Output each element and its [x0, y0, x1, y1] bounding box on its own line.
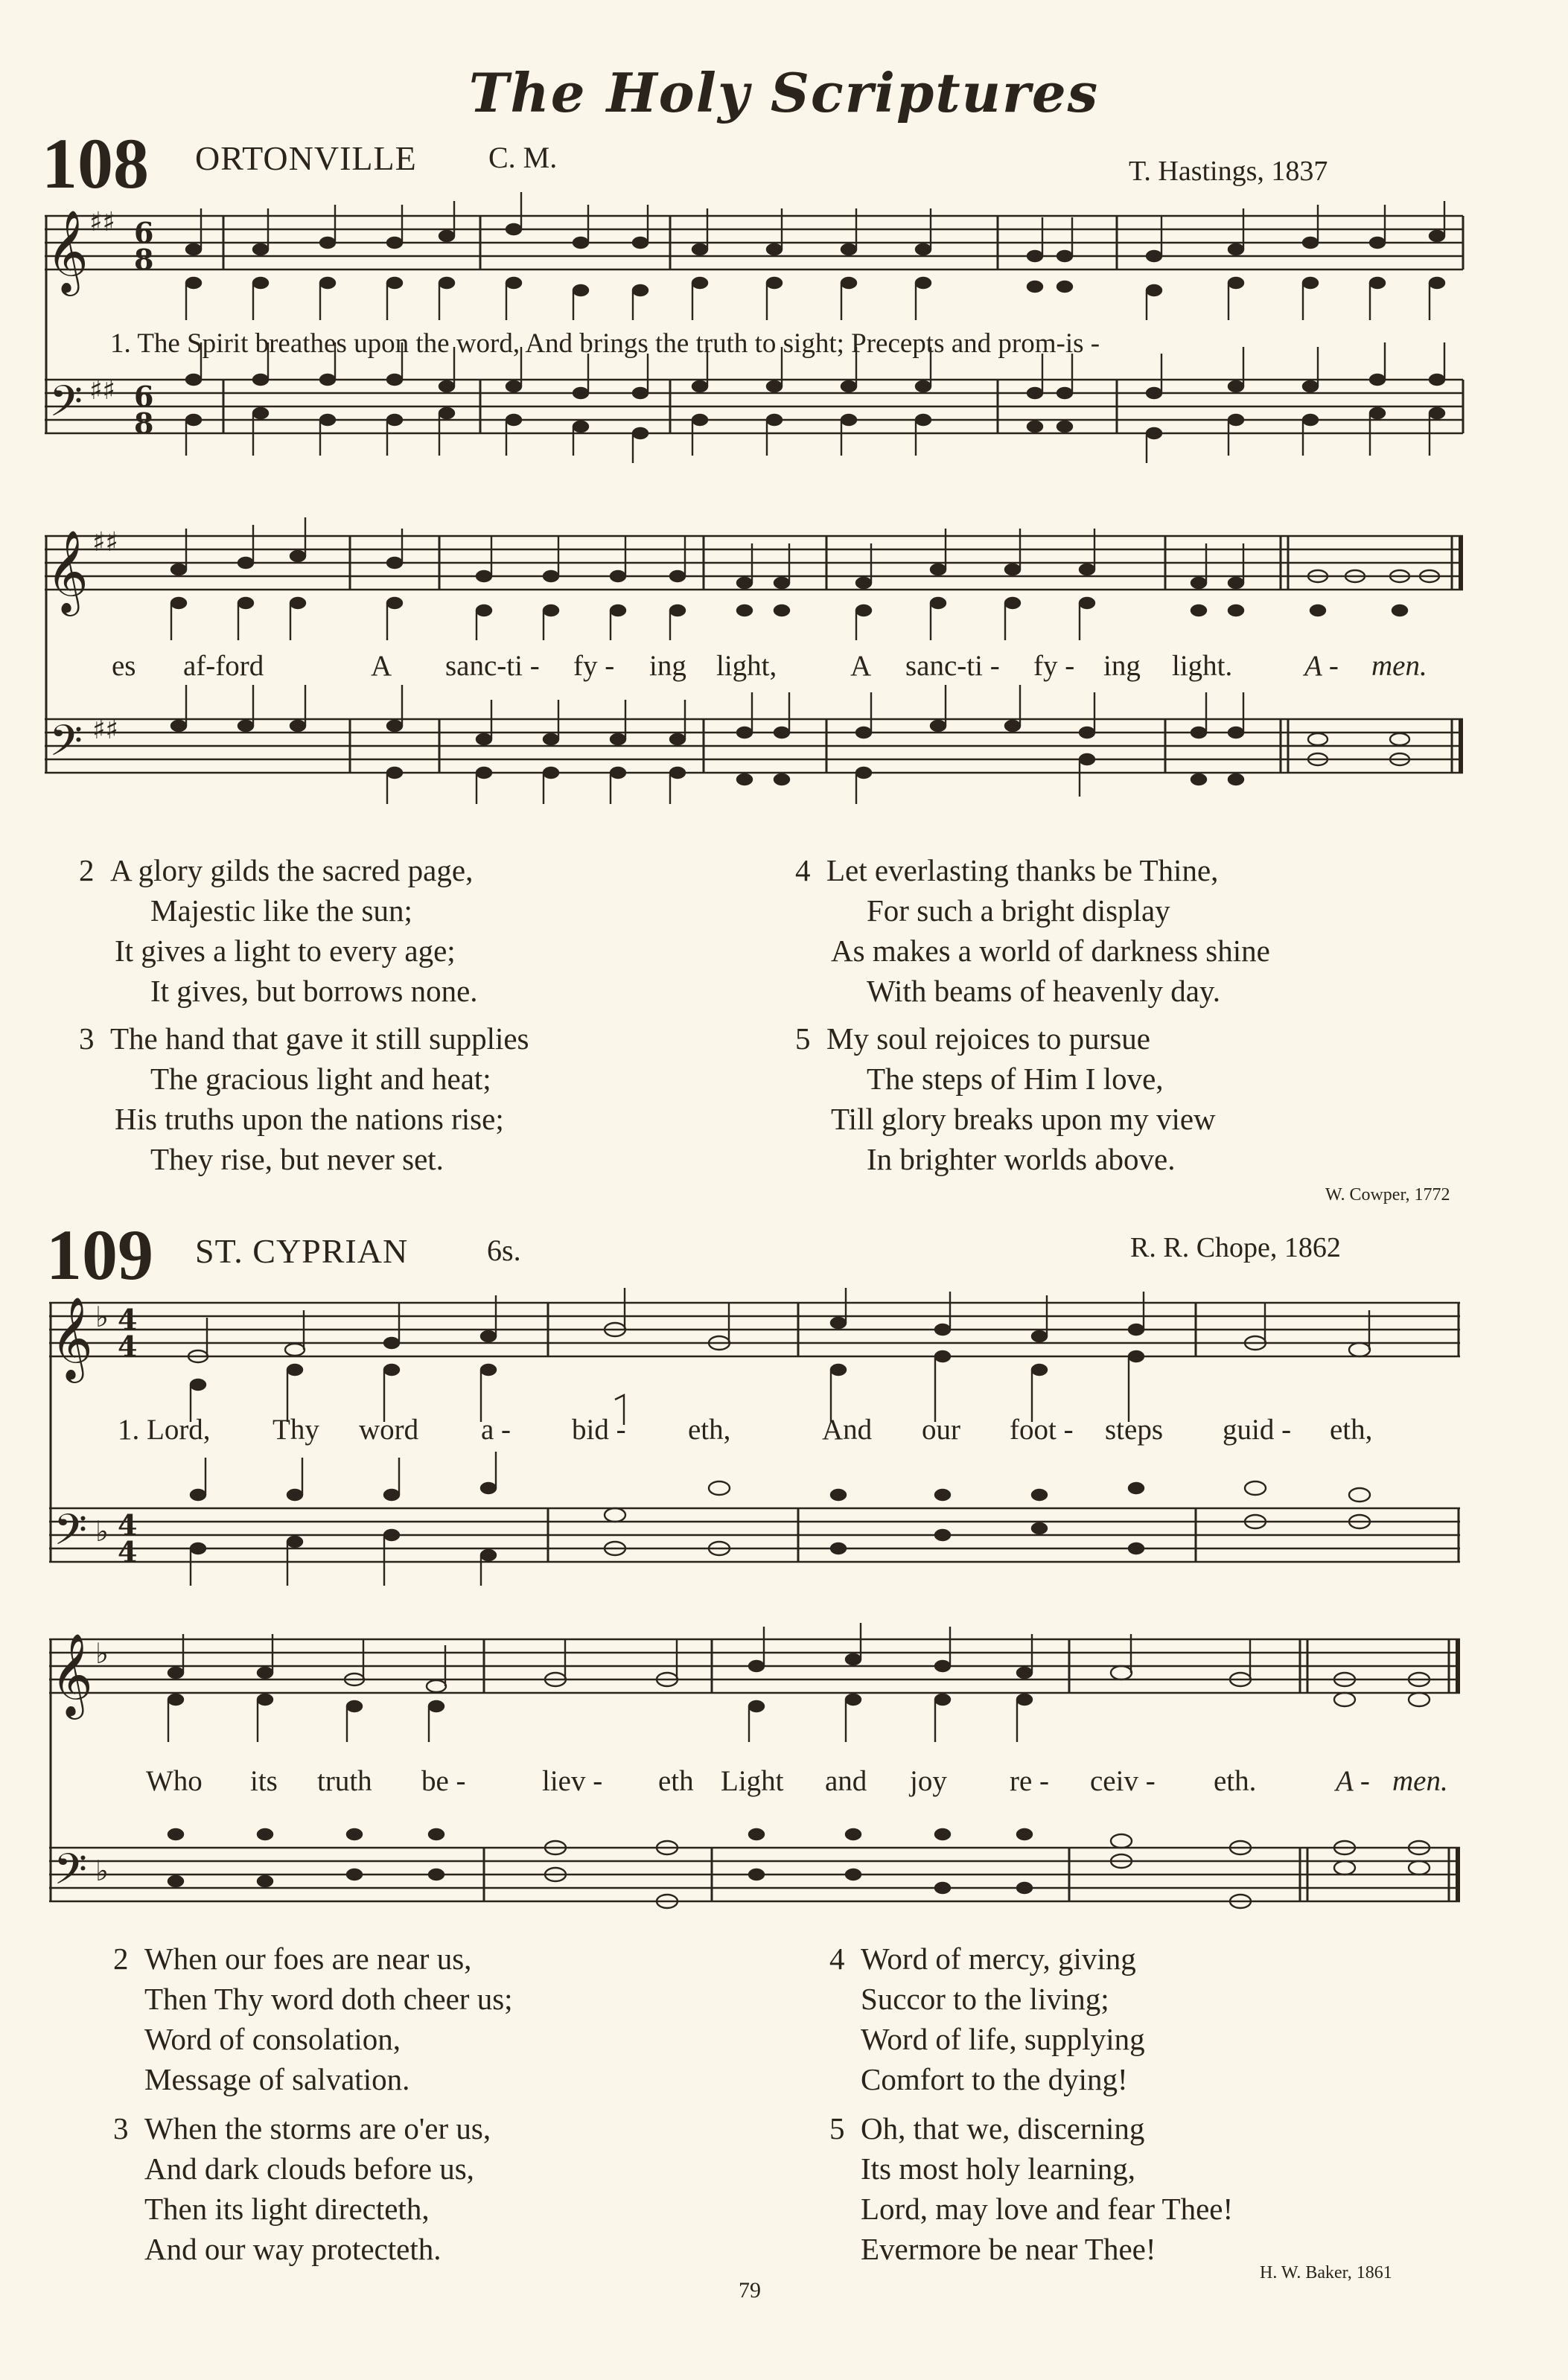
- bass-clef-icon: 𝄢: [54, 1844, 88, 1905]
- syllable: ing: [649, 650, 686, 682]
- stanza-line: In brighter worlds above.: [867, 1142, 1176, 1176]
- syllable: its: [250, 1765, 278, 1797]
- stanza-number: 3: [79, 1021, 95, 1056]
- stanza-line: It gives a light to every age;: [115, 934, 456, 968]
- syllable: A -: [1304, 650, 1339, 682]
- stanza-line: When our foes are near us,: [144, 1942, 472, 1976]
- bass-clef-icon: 𝄢: [49, 715, 83, 776]
- text-credit-108: W. Cowper, 1772: [1325, 1185, 1450, 1205]
- stanza-108-4: [795, 850, 1270, 1011]
- syllable: fy -: [573, 650, 615, 682]
- key-sharps-bass: ♯♯: [92, 715, 118, 745]
- stanza-line: When the storms are o'er us,: [144, 2111, 491, 2145]
- treble-clef-icon: 𝄞: [46, 529, 89, 613]
- stanza-line: His truths upon the nations rise;: [115, 1102, 504, 1136]
- key-flat-bass: ♭: [95, 1854, 109, 1887]
- stanza-line: The gracious light and heat;: [150, 1062, 491, 1096]
- stanza-line: Word of mercy, giving: [861, 1942, 1136, 1976]
- syllable: A: [371, 650, 392, 682]
- composer-108: T. Hastings, 1837: [1129, 156, 1328, 187]
- stanza-line: Word of life, supplying: [861, 2022, 1145, 2056]
- stanza-line: It gives, but borrows none.: [150, 974, 478, 1008]
- syllable: foot -: [1010, 1414, 1074, 1446]
- key-flat: ♭: [95, 1637, 109, 1670]
- time-signature-bass: 4: [118, 1535, 138, 1569]
- stanza-109-2: [113, 1939, 513, 2099]
- syllable: light,: [716, 650, 777, 682]
- stanza-line: Then Thy word doth cheer us;: [144, 1982, 513, 2016]
- key-sharps: ♯♯: [92, 527, 118, 558]
- time-signature-bass: 6: [134, 380, 154, 413]
- syllable: A -: [1336, 1765, 1370, 1797]
- stanza-109-3: [113, 2108, 491, 2269]
- treble-clef-icon: 𝄞: [46, 209, 89, 293]
- stanza-line: A glory gilds the sacred page,: [110, 853, 474, 887]
- music-system-109-a: [49, 1288, 1464, 1608]
- treble-staff: [45, 536, 1463, 590]
- syllable: men.: [1371, 650, 1427, 682]
- syllable: guid -: [1223, 1414, 1292, 1446]
- syllable: liev -: [542, 1765, 603, 1797]
- stanza-line: The hand that gave it still supplies: [110, 1021, 529, 1056]
- key-sharps: ♯♯: [89, 207, 115, 237]
- syllable: es: [112, 650, 136, 682]
- stanza-number: 4: [829, 1942, 845, 1976]
- meter-108: C. M.: [488, 141, 558, 174]
- stanza-line: As makes a world of darkness shine: [831, 934, 1270, 968]
- time-signature: 4: [118, 1303, 138, 1336]
- composer-109: R. R. Chope, 1862: [1130, 1232, 1341, 1263]
- text-credit-109: H. W. Baker, 1861: [1260, 2263, 1392, 2282]
- time-signature-bass: 4: [118, 1508, 138, 1542]
- syllable: And: [822, 1414, 873, 1446]
- key-sharps-bass: ♯♯: [89, 375, 115, 406]
- stanza-line: Till glory breaks upon my view: [831, 1102, 1216, 1136]
- syllable: word: [359, 1414, 419, 1446]
- stanza-line: Succor to the living;: [861, 1982, 1109, 2016]
- syllable: light.: [1172, 650, 1233, 682]
- time-signature: 4: [118, 1330, 138, 1363]
- syllable: our: [922, 1414, 960, 1446]
- syllable: A: [850, 650, 872, 682]
- syllable: fy -: [1033, 650, 1075, 682]
- syllable: af-ford: [183, 650, 264, 682]
- syllable: be -: [421, 1765, 466, 1797]
- stanza-108-2: [79, 850, 478, 1011]
- syllable: Who: [146, 1765, 203, 1797]
- hymn-number-109: 109: [46, 1215, 153, 1295]
- stanza-number: 2: [79, 853, 95, 887]
- syllable: ing: [1103, 650, 1141, 682]
- stanza-line: Evermore be near Thee!: [861, 2232, 1156, 2266]
- stanza-line: Let everlasting thanks be Thine,: [826, 853, 1219, 887]
- stanza-number: 4: [795, 853, 811, 887]
- meter-109: 6s.: [487, 1234, 521, 1267]
- stanza-109-5: [829, 2108, 1233, 2269]
- stanza-number: 2: [113, 1942, 129, 1976]
- stanza-number: 3: [113, 2111, 129, 2145]
- stanza-line: Word of consolation,: [144, 2022, 401, 2056]
- syllable: eth,: [1330, 1414, 1373, 1446]
- stanza-line: Majestic like the sun;: [150, 893, 412, 928]
- syllable: bid -: [572, 1414, 626, 1446]
- stanza-line: For such a bright display: [867, 893, 1170, 928]
- stanza-line: Lord, may love and fear Thee!: [861, 2192, 1234, 2226]
- notes: [171, 517, 1439, 804]
- stanza-line: Then its light directeth,: [144, 2192, 430, 2226]
- syllable: re -: [1010, 1765, 1050, 1797]
- bass-staff: [45, 719, 1463, 773]
- treble-staff: [45, 216, 1463, 269]
- stanza-108-3: [79, 1018, 529, 1179]
- syllable: Thy: [273, 1414, 319, 1446]
- stanza-line: Its most holy learning,: [861, 2151, 1135, 2186]
- lyrics-108-line1: 1. The Spirit breathes upon the word, And brings the truth to sight; Precepts and prom-is -: [110, 328, 1100, 359]
- syllable: joy: [910, 1765, 947, 1797]
- stanza-108-5: [795, 1018, 1216, 1179]
- hymn-number-108: 108: [42, 124, 149, 203]
- key-flat: ♭: [95, 1301, 109, 1333]
- syllable: ceiv -: [1090, 1765, 1156, 1797]
- syllable: men.: [1392, 1765, 1448, 1797]
- stanza-line: And our way protecteth.: [144, 2232, 442, 2266]
- stanza-line: The steps of Him I love,: [867, 1062, 1164, 1096]
- stanza-number: 5: [829, 2111, 845, 2145]
- treble-clef-icon: 𝄞: [51, 1633, 93, 1716]
- bass-clef-icon: 𝄢: [54, 1505, 88, 1566]
- syllable: a -: [481, 1414, 511, 1446]
- syllable: and: [825, 1765, 867, 1797]
- tune-name-st-cyprian: ST. CYPRIAN: [195, 1232, 409, 1270]
- syllable: sanc-ti -: [905, 650, 1000, 682]
- stanza-line: They rise, but never set.: [150, 1142, 444, 1176]
- time-signature: 6: [134, 216, 154, 249]
- stanza-109-4: [829, 1939, 1145, 2099]
- syllable: 1. Lord,: [118, 1414, 211, 1446]
- key-flat-bass: ♭: [95, 1515, 109, 1548]
- bass-staff: [45, 380, 1463, 433]
- stanza-line: Comfort to the dying!: [861, 2062, 1128, 2096]
- syllable: steps: [1105, 1414, 1163, 1446]
- section-title: The Holy Scriptures: [468, 61, 1100, 124]
- stanza-line: With beams of heavenly day.: [867, 974, 1221, 1008]
- tune-name-ortonville: ORTONVILLE: [195, 139, 417, 177]
- time-signature: 8: [134, 243, 154, 276]
- stanza-line: Message of salvation.: [144, 2062, 410, 2096]
- bass-clef-icon: 𝄢: [49, 376, 83, 437]
- syllable: eth,: [688, 1414, 731, 1446]
- page-number: 79: [739, 2278, 761, 2303]
- time-signature-bass: 8: [134, 406, 154, 440]
- stanza-number: 5: [795, 1021, 811, 1056]
- syllable: Light: [721, 1765, 784, 1797]
- stanza-line: Oh, that we, discerning: [861, 2111, 1145, 2145]
- syllable: sanc-ti -: [445, 650, 540, 682]
- treble-clef-icon: 𝄞: [51, 1296, 93, 1379]
- syllable: truth: [317, 1765, 372, 1797]
- syllable: eth: [658, 1765, 694, 1797]
- stanza-line: And dark clouds before us,: [144, 2151, 474, 2186]
- syllable: eth.: [1214, 1765, 1257, 1797]
- stanza-line: My soul rejoices to pursue: [826, 1021, 1150, 1056]
